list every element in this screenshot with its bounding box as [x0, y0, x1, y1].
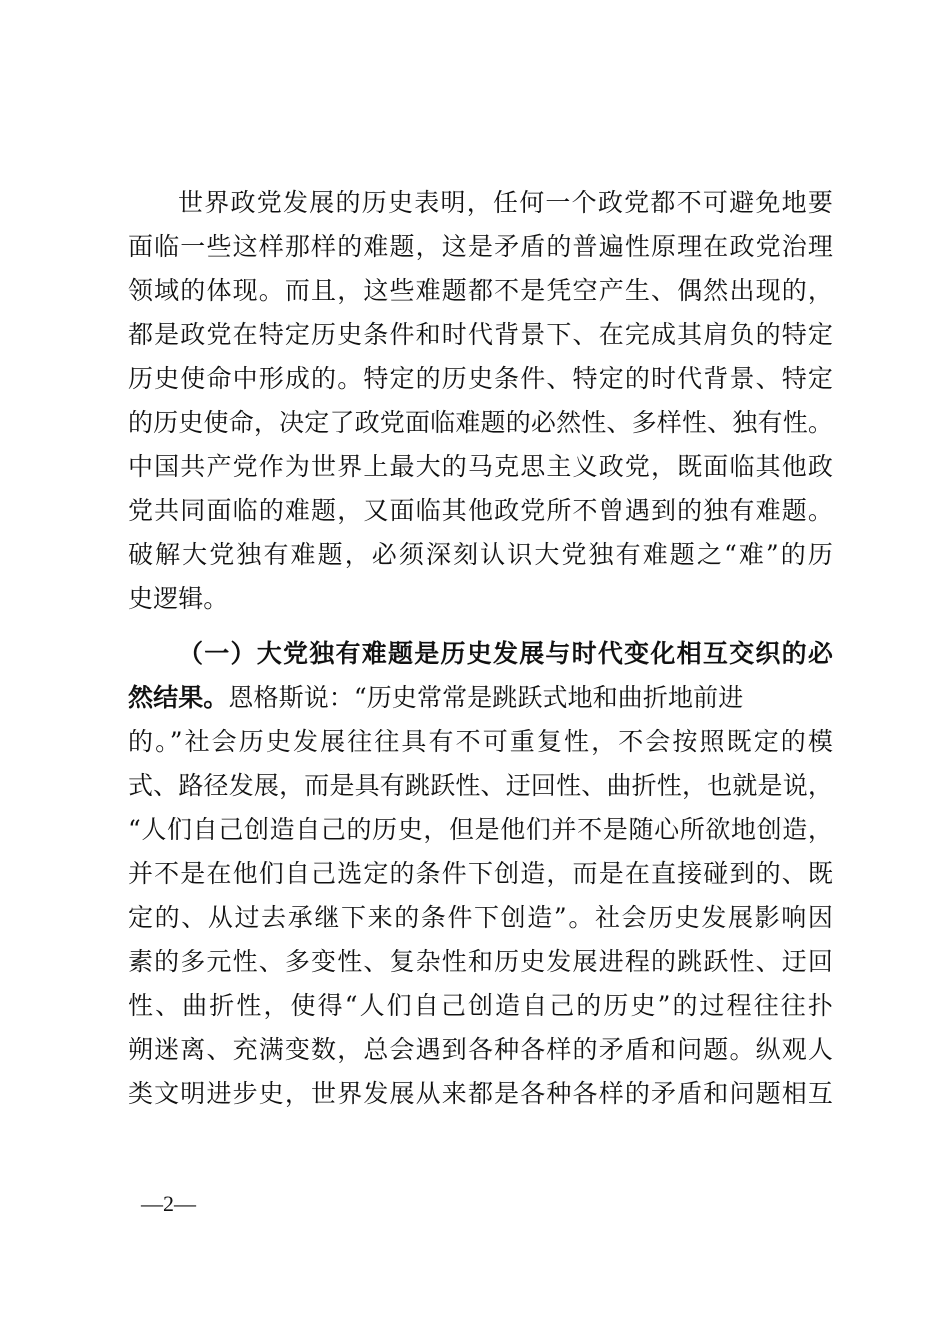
text-line: 中国共产党作为世界上最大的马克思主义政党，既面临其他政 [128, 452, 833, 481]
text-line: 定的、从过去承继下来的条件下创造”。社会历史发展影响因 [128, 903, 833, 932]
text-run: 恩格斯说：“历史常常是跳跃式地和曲折地前进 [228, 683, 744, 712]
text-line: 的。”社会历史发展往往具有不可重复性，不会按照既定的模 [128, 727, 833, 756]
text-line: 破解大党独有难题，必须深刻认识大党独有难题之“难”的历 [128, 540, 833, 569]
text-line: 类文明进步史，世界发展从来都是各种各样的矛盾和问题相互 [128, 1079, 833, 1108]
section-heading-continuation [128, 678, 833, 718]
text-line: 世界政党发展的历史表明，任何一个政党都不可避免地要 [178, 188, 833, 217]
section-heading-line: （一）大党独有难题是历史发展与时代变化相互交织的必 [178, 639, 833, 668]
text-line: 面临一些这样那样的难题，这是矛盾的普遍性原理在政党治理 [128, 232, 833, 261]
text-line: 朔迷离、充满变数，总会遇到各种各样的矛盾和问题。纵观人 [128, 1035, 833, 1064]
text-line: 党共同面临的难题，又面临其他政党所不曾遇到的独有难题。 [128, 496, 833, 525]
text-line: 的历史使命，决定了政党面临难题的必然性、多样性、独有性。 [128, 408, 833, 437]
section-heading-end: 然结果。 [128, 683, 229, 712]
text-line: 并不是在他们自己选定的条件下创造，而是在直接碰到的、既 [128, 859, 833, 888]
text-line: 历史使命中形成的。特定的历史条件、特定的时代背景、特定 [128, 364, 833, 393]
text-line: 性、曲折性，使得“人们自己创造自己的历史”的过程往往扑 [128, 991, 833, 1020]
text-line: 领域的体现。而且，这些难题都不是凭空产生、偶然出现的， [128, 276, 833, 305]
text-line: “人们自己创造自己的历史，但是他们并不是随心所欲地创造， [128, 815, 833, 844]
text-line: 史逻辑。 [128, 584, 229, 613]
text-line: 素的多元性、多变性、复杂性和历史发展进程的跳跃性、迂回 [128, 947, 833, 976]
page-number: —2— [141, 1191, 196, 1216]
text-line: 式、路径发展，而是具有跳跃性、迂回性、曲折性，也就是说， [128, 771, 833, 800]
text-line: 都是政党在特定历史条件和时代背景下、在完成其肩负的特定 [128, 320, 833, 349]
